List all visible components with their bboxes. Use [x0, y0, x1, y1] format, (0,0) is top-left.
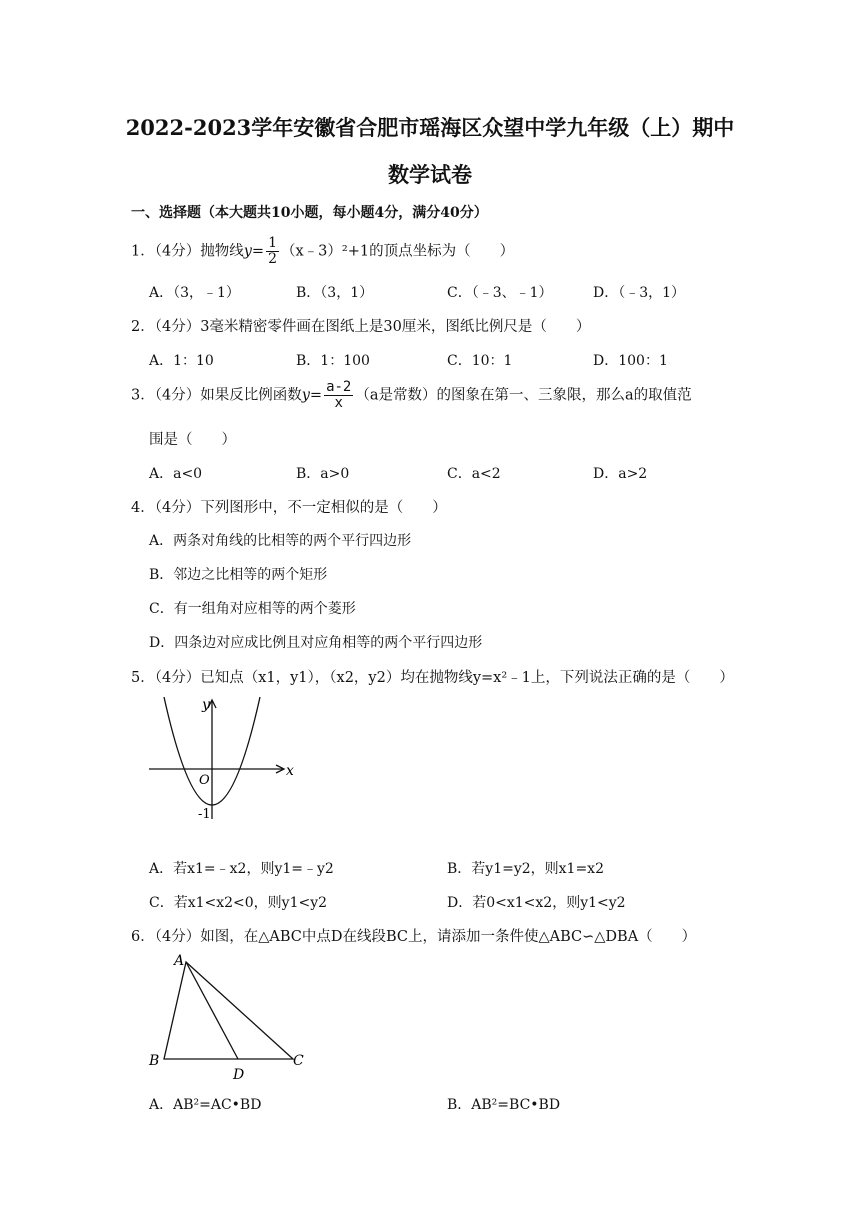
q1-fraction: [266, 236, 279, 267]
question-1: 1．（4分）抛物线y= $\frac{1}{2}$ （x﹣3）²+1的顶点坐标为（ ）: [131, 235, 515, 267]
q1-suffix: （x﹣3）²+1的顶点坐标为（ ）: [280, 243, 515, 260]
q6-option-b: B．AB²=BC•BD: [447, 1097, 561, 1113]
question-6: 6．（4分）如图，在△ABC中点D在线段BC上，请添加一条件使△ABC∽△DBA（ ）: [131, 929, 697, 945]
graph-label-y: y: [202, 697, 210, 713]
question-3-line2: 围是（ ）: [149, 432, 236, 448]
graph-label-vertex: -1: [198, 807, 211, 822]
q1-option-d: D．（﹣3，1）: [593, 285, 686, 301]
graph-label-x: x: [286, 763, 294, 779]
q2-option-a: A．1：10: [149, 353, 214, 369]
vertex-label-c: C: [293, 1053, 304, 1069]
q5-option-d: D．若0<x1<x2，则y1<y2: [447, 895, 626, 911]
q3-option-d: D．a>2: [593, 466, 648, 482]
q5-option-b: B．若y1=y2，则x1=x2: [447, 861, 604, 877]
q1-option-c: C．（﹣3、﹣1）: [447, 285, 553, 301]
q1-option-b: B．（3，1）: [296, 285, 374, 301]
vertex-label-b: B: [149, 1053, 160, 1069]
question-4: 4．（4分）下列图形中，不一定相似的是（ ）: [131, 500, 447, 516]
q3-option-b: B．a>0: [296, 466, 350, 482]
q2-option-c: C．10：1: [447, 353, 513, 369]
q5-option-c: C．若x1<x2<0，则y1<y2: [149, 895, 328, 911]
question-2: 2．（4分）3毫米精密零件画在图纸上是30厘米，图纸比例尺是（ ）: [131, 319, 591, 335]
q2-option-d: D．100：1: [593, 353, 668, 369]
question-3: 3．（4分）如果反比例函数y= $\frac{a-2}{x}$ （a是常数）的图象在第一、三象限，那么a的取值范: [131, 379, 692, 411]
q3-suffix: （a是常数）的图象在第一、三象限，那么a的取值范: [355, 387, 692, 404]
segment-ad: [186, 962, 238, 1059]
section-heading: 一、选择题（本大题共10小题，每小题4分，满分40分）: [131, 205, 488, 221]
page-subtitle: 数学试卷: [388, 162, 472, 187]
q5-option-a: A．若x1=﹣x2，则y1=﹣y2: [149, 861, 334, 877]
q3-prefix: 3．（4分）如果反比例函数: [131, 387, 302, 404]
q4-option-c: C．有一组角对应相等的两个菱形: [149, 601, 356, 617]
q3-numerator: a-2: [326, 379, 352, 395]
q4-option-b: B．邻边之比相等的两个矩形: [149, 567, 328, 583]
vertex-label-a: A: [174, 953, 185, 969]
q3-fraction: [324, 380, 353, 411]
q1-option-a: A．（3，﹣1）: [149, 285, 240, 301]
q6-option-a: A．AB²=AC•BD: [149, 1097, 262, 1113]
q4-option-a: A．两条对角线的比相等的两个平行四边形: [149, 533, 412, 549]
vertex-label-d: D: [233, 1067, 245, 1083]
question-5: 5．（4分）已知点（x1，y1），（x2，y2）均在抛物线y=x²﹣1上，下列说法正确的是（ ）: [131, 670, 734, 686]
q4-option-d: D．四条边对应成比例且对应角相等的两个平行四边形: [149, 635, 483, 651]
q3-option-c: C．a<2: [447, 466, 501, 482]
q1-prefix: 1．（4分）抛物线: [131, 243, 244, 260]
parabola-graph: [145, 693, 305, 823]
q3-denominator: x: [334, 395, 343, 411]
q1-numerator: 1: [268, 235, 277, 251]
q2-option-b: B．1：100: [296, 353, 370, 369]
graph-label-origin: O: [199, 773, 210, 788]
triangle-figure: [142, 948, 312, 1083]
triangle-abc: [164, 962, 293, 1059]
q1-denominator: 2: [268, 251, 277, 267]
q3-option-a: A．a<0: [149, 466, 203, 482]
page-title: 2022-2023学年安徽省合肥市瑶海区众望中学九年级（上）期中: [125, 115, 735, 140]
